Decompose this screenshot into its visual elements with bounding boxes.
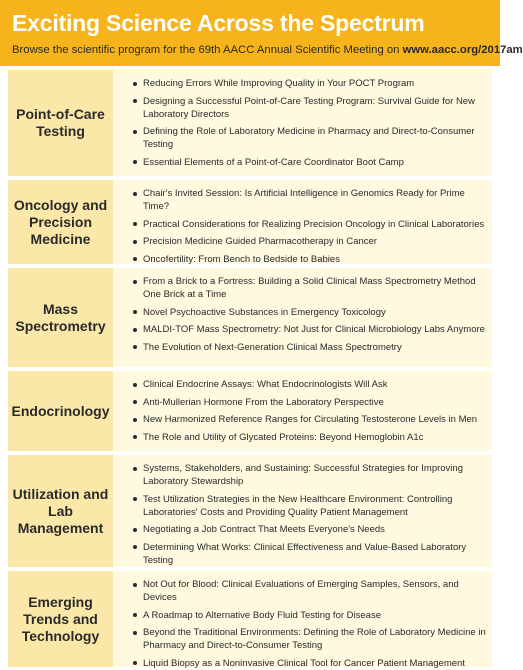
session-item: Beyond the Traditional Environments: Defining the Role of Laboratory Medicine in Pharmacy and Direct-to-Consumer Testing xyxy=(133,626,486,652)
session-item: Clinical Endocrine Assays: What Endocrinologists Will Ask xyxy=(133,378,486,391)
section-category: Emerging Trends and Technology xyxy=(8,571,113,667)
section-category: Endocrinology xyxy=(8,371,113,451)
section-category: Utilization and Lab Management xyxy=(8,455,113,567)
program-table xyxy=(8,70,492,667)
section-row xyxy=(8,567,492,667)
session-list xyxy=(113,70,492,176)
section-row xyxy=(8,70,492,176)
session-item: Not Out for Blood: Clinical Evaluations of Emerging Samples, Sensors, and Devices xyxy=(133,578,486,604)
page-title: Exciting Science Across the Spectrum xyxy=(12,10,425,36)
session-item: Designing a Successful Point-of-Care Testing Program: Survival Guide for New Laboratory Directors xyxy=(133,95,486,121)
section-category: Mass Spectrometry xyxy=(8,268,113,367)
session-item: New Harmonized Reference Ranges for Circulating Testosterone Levels in Men xyxy=(133,413,486,426)
session-item: Systems, Stakeholders, and Sustaining: Successful Strategies for Improving Laboratory Stewardship xyxy=(133,462,486,488)
session-item: Reducing Errors While Improving Quality in Your POCT Program xyxy=(133,77,486,90)
session-item: MALDI-TOF Mass Spectrometry: Not Just for Clinical Microbiology Labs Anymore xyxy=(133,323,486,336)
section-row xyxy=(8,367,492,451)
page-subtitle xyxy=(12,44,523,56)
session-item: Negotiating a Job Contract That Meets Everyone's Needs xyxy=(133,523,486,536)
subtitle-url: www.aacc.org/2017am xyxy=(402,44,523,56)
session-list xyxy=(113,455,492,567)
session-item: Precision Medicine Guided Pharmacotherapy in Cancer xyxy=(133,235,486,248)
session-item: The Role and Utility of Glycated Proteins: Beyond Hemoglobin A1c xyxy=(133,431,486,444)
session-list xyxy=(113,180,492,264)
session-item: Defining the Role of Laboratory Medicine in Pharmacy and Direct-to-Consumer Testing xyxy=(133,125,486,151)
session-list xyxy=(113,268,492,367)
session-item: Determining What Works: Clinical Effectiveness and Value-Based Laboratory Testing xyxy=(133,541,486,567)
session-item: Chair's Invited Session: Is Artificial Intelligence in Genomics Ready for Prime Time? xyxy=(133,187,486,213)
page-header xyxy=(0,0,523,66)
section-category: Oncology and Precision Medicine xyxy=(8,180,113,264)
session-item: Practical Considerations for Realizing Precision Oncology in Clinical Laboratories xyxy=(133,218,486,231)
session-item: Test Utilization Strategies in the New Healthcare Environment: Controlling Laboratories' Costs and Providing Quality Patient Management xyxy=(133,493,486,519)
section-category: Point-of-Care Testing xyxy=(8,70,113,176)
session-item: Liquid Biopsy as a Noninvasive Clinical Tool for Cancer Patient Management xyxy=(133,657,486,670)
session-item: Novel Psychoactive Substances in Emergency Toxicology xyxy=(133,306,486,319)
session-item: From a Brick to a Fortress: Building a Solid Clinical Mass Spectrometry Method One Brick at a Time xyxy=(133,275,486,301)
section-row xyxy=(8,264,492,367)
session-item: A Roadmap to Alternative Body Fluid Testing for Disease xyxy=(133,609,486,622)
session-list xyxy=(113,371,492,451)
session-list xyxy=(113,571,492,667)
section-row xyxy=(8,451,492,567)
session-item: The Evolution of Next-Generation Clinical Mass Spectrometry xyxy=(133,341,486,354)
session-item: Anti-Mullerian Hormone From the Laboratory Perspective xyxy=(133,396,486,409)
section-row xyxy=(8,176,492,264)
subtitle-text: Browse the scientific program for the 69th AACC Annual Scientific Meeting on xyxy=(12,44,403,56)
session-item: Essential Elements of a Point-of-Care Coordinator Boot Camp xyxy=(133,156,486,169)
session-item: Oncofertility: From Bench to Bedside to Babies xyxy=(133,253,486,266)
